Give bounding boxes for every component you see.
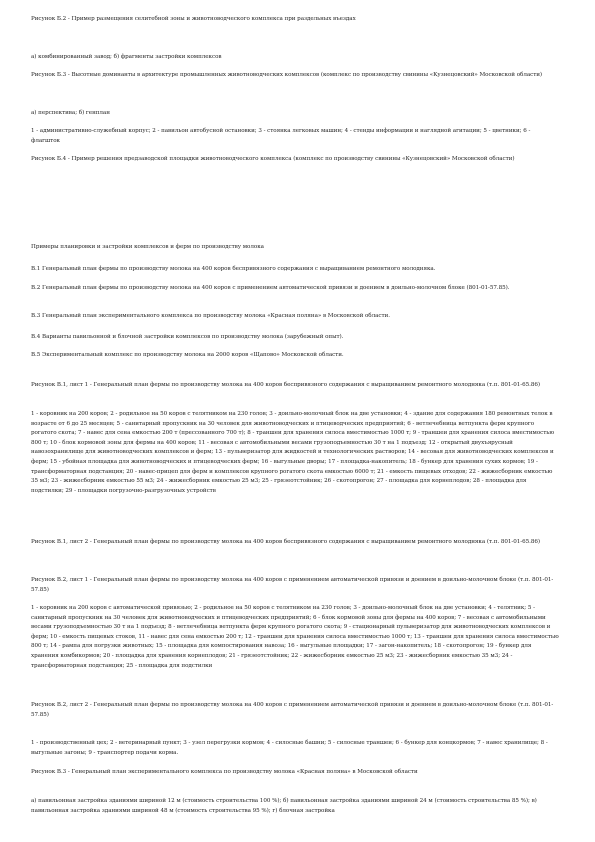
figure-caption-v2-sheet1: Рисунок В.2, лист 1 - Генеральный план фермы по производству молока на 400 коров с применением автоматической привязи и доением в доильно-молочном блоке (т.п. 801-01-57.85) [31,577,554,593]
figure-subcaption: а) перспектива; б) генплан [31,110,110,116]
figure-caption-v3: Рисунок В.3 - Генеральный план экспериментального комплекса по производству молока «Красная поляна» в Московской области [31,769,418,775]
list-item: В.4 Варианты павильонной и блочной застройки комплексов по производству молока (зарубежный опыт). [31,334,344,340]
list-item: В.5 Экспериментальный комплекс по производству молока на 2000 коров «Щапово» Московской области. [31,352,344,358]
figure-caption-v1-sheet1: Рисунок В.1, лист 1 - Генеральный план фермы по производству молока на 400 коров беспривязного содержания с выращиванием ремонтного молодняка (т.п. 801-01-65.86) [31,382,541,388]
section-intro: Примеры планировки и застройки комплексов и ферм по производству молока [31,244,264,250]
list-item: В.3 Генеральный план экспериментального комплекса по производству молока «Красная поляна» в Московской области. [31,313,390,319]
figure-legend: 1 - административно-служебный корпус; 2 - павильон автобусной остановки; 3 - стоянка легковых машин; 4 - стенды информации и наглядной агитации; 5 - цветники; 6 - флагшток [31,128,531,144]
list-item: В.1 Генеральный план фермы по производству молока на 400 коров беспривязного содержания с выращиванием ремонтного молодняка. [31,266,436,272]
figure-caption-b4: Рисунок Б.4 - Пример решения предзаводской площадки животноводческого комплекса (комплекс по производству свинины «Кузнецовский» Московской области) [31,156,515,162]
figure-legend: 1 - производственный цех; 2 - ветеринарный пункт; 3 - узел перегрузки кормов; 4 - силосные башни; 5 - силосные траншеи; 6 - бункер для концкормов; 7 - навес хранилище; 8 - выгульные загоны; 9 - транспортер подачи корма. [31,740,548,756]
figure-subcaption: а) павильонная застройка зданиями шириной 12 м (стоимость строительства 100 %); б) павильонная застройка зданиями шириной 24 м (стоимость строительства 85 %); в) павильонная застройка зданиями шириной 48 м (стоимость строительства 95 %); г) блочная застройка [31,798,537,814]
figure-legend: 1 - коровник на 200 коров; 2 - родильное на 50 коров с телятником на 230 голов; 3 - доильно-молочный блок на две установки; 4 - здание для содержания 180 ремонтных телок в возрасте от 6 до 25 месяцев; 5 - санитарный пропускник на 30 человек для животноводческих и птицеводческих предприятий; 6 - ветлечебница ветпункта ферм крупного рогатого скота; 7 - навес для сена емкостью 200 т (прессованного 700 т); 8 - траншеи для хранения силоса вместимостью 1000 т; 9 - траншеи для хранения силоса вместимостью 800 т; 10 - блок кормовой зоны для фермы на 400 коров; 11 - весовая с автомобильными весами грузоподъемностью 30 т на 1 подъезд; 12 - открытый двухъярусный навозохранилище для животноводческих комплексов и ферм; 13 - пульверизатор для жидкостей и технологических растворов; 14 - весовая для животноводческих комплексов и ферм; 15 - убойная площадка для животноводческих и птицеводческих ферм; 16 - выгульные дворы; 17 - площадка-накопитель; 18 - бункер для хранения сухих кормов; 19 - трансформаторная подстанция; 20 - навес-прицеп для ферм и комплексов крупного рогатого скота емкостью 6000 т; 21 - емкость пищевых отходов; 22 - жижесборник емкостью 35 м3; 23 - жижесборник емкостью 55 м3; 24 - жижесборник емкостью 25 м3; 25 - грязеотстойник; 26 - скотопрогон; 27 - площадка для корнеплодов; 28 - площадка для подстилки; 29 - площадки погрузочно-разгрузочных устройств [31,411,555,494]
figure-subcaption: а) комбинированный завод; б) фрагменты застройки комплексов [31,54,222,60]
figure-caption-b3: Рисунок Б.3 - Высотные доминанты в архитектуре промышленных животноводческих комплексов (комплекс по производству свинины «Кузнецовский» Московской области) [31,72,543,78]
figure-caption-v1-sheet2: Рисунок В.1, лист 2 - Генеральный план фермы по производству молока на 400 коров беспривязного содержания с выращиванием ремонтного молодняка (т.п. 801-01-65.86) [31,539,541,545]
list-item: В.2 Генеральный план фермы по производству молока на 400 коров с применением автоматической привязи и доением в доильно-молочном блоке (801-01-57.85). [31,285,510,291]
figure-caption-v2-sheet2: Рисунок В.2, лист 2 - Генеральный план фермы по производству молока на 400 коров с применением автоматической привязи и доением в доильно-молочном блоке (т.п. 801-01-57.85) [31,702,554,718]
figure-legend: 1 - коровник на 200 коров с автоматической привязью; 2 - родильное на 50 коров с телятником на 230 голов; 3 - доильно-молочный блок на две установки; 4 - телятник; 5 - санитарный пропускник на 30 человек для животноводческих и птицеводческих предприятий; 6 - блок кормовой зоны для фермы на 400 коров; 7 - весовая с автомобильными весами грузоподъемностью 30 т на 1 подъезд; 8 - ветлечебница ветпункта ферм крупного рогатого скота; 9 - стационарный пульверизатор для животноводческих комплексов и ферм; 10 - емкость пищевых стоков, 11 - навес для сена емкостью 200 т; 12 - траншеи для хранения силоса вместимостью 1000 т; 13 - траншеи для хранения силоса вместимостью 800 т; 14 - рампа для погрузки животных; 15 - площадка для компостирования навоза; 16 - выгульные площадки; 17 - загон-накопитель; 18 - скотопрогон; 19 - бункер для хранения комбикормов; 20 - площадка для хранения корнеплодов; 21 - грязеотстойник; 22 - жижесборник емкостью 25 м3; 23 - жижесборник емкостью 35 м3; 24 - трансформаторная подстанция; 25 - площадка для подстилки [31,605,559,669]
figure-caption-b2: Рисунок Б.2 - Пример размещения селитебной зоны и животноводческого комплекса при раздельных въездах [31,16,356,22]
